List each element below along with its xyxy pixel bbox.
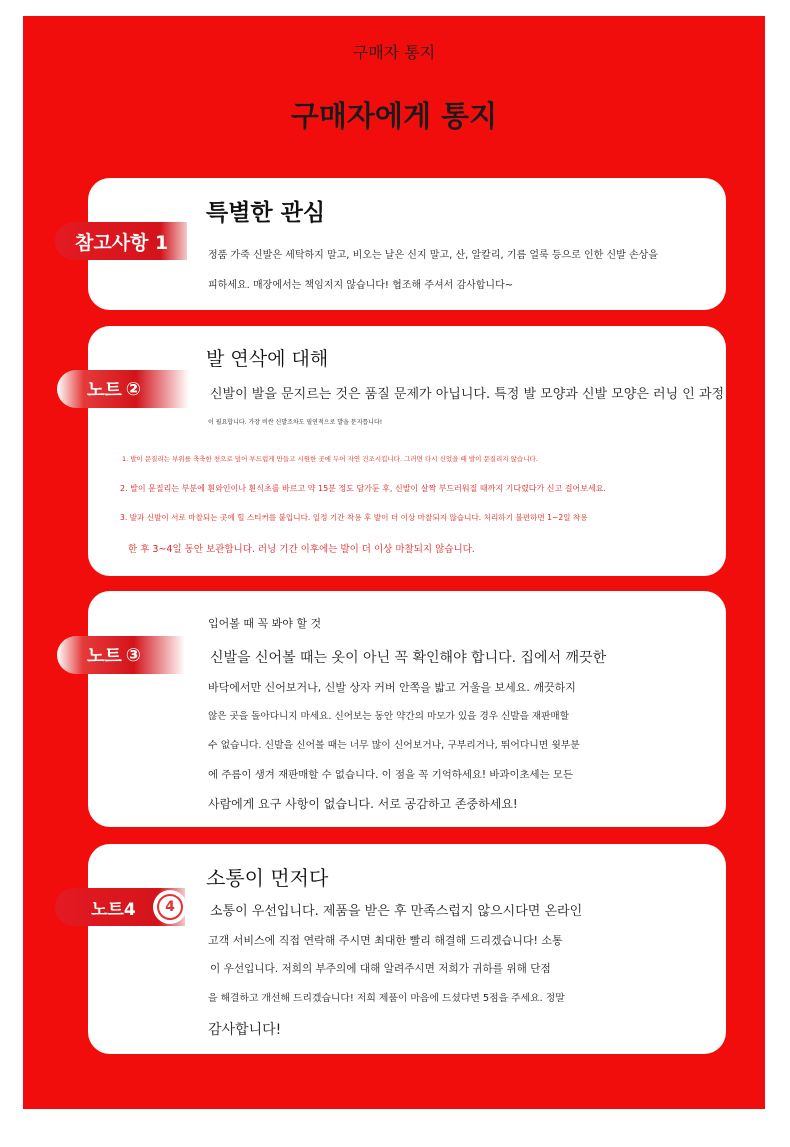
note-4-line-4: 을 해결하고 개선해 드리겠습니다! 저희 제품이 마음에 드셨다면 5점을 주세요. 정말 [208, 993, 565, 1004]
note-1-line-2: 피하세요. 매장에서는 책임지지 않습니다! 협조해 주셔서 감사합니다~ [208, 280, 514, 291]
note-3-tab-label: 노트 [87, 646, 122, 667]
note-2-tip-2: 2. 발이 문질리는 부분에 흰와인이나 흰식초를 바르고 약 15분 정도 담가둔 후, 신발이 살짝 부드러워질 때까지 기다렸다가 신고 걸어보세요. [120, 484, 606, 493]
note-3-line-4: 수 없습니다. 신발을 신어볼 때는 너무 많이 신어보거나, 구부리거나, 뛰어다니면 윗부분 [208, 740, 580, 751]
note-2-tip-4: 한 후 3~4일 동안 보관합니다. 러닝 기간 이후에는 발이 더 이상 마찰되지 않습니다. [128, 544, 475, 555]
note-1-line-1: 정품 가죽 신발은 세탁하지 말고, 비오는 날은 신지 말고, 산, 알칼리, 기름 얼룩 등으로 인한 신발 손상을 [208, 250, 658, 261]
note-card-2 [88, 326, 726, 576]
note-2-tab-label: 노트 [87, 380, 122, 401]
note-4-tab-number: 4 [157, 894, 183, 920]
note-1-tab-label: 참고사항 1 [75, 231, 169, 254]
note-1-tab [55, 222, 187, 260]
sup-title: 구매자 통지 [352, 43, 436, 62]
note-4-tab [55, 888, 185, 926]
note-2-line-2: 이 필요합니다. 가장 비싼 신발조차도 필연적으로 발을 문지릅니다! [208, 419, 383, 426]
note-2-tab-number: ② [125, 378, 142, 400]
note-2-heading: 발 연삭에 대해 [206, 348, 329, 370]
note-4-heading: 소통이 먼저다 [206, 866, 329, 890]
note-3-line-3: 않은 곳을 돌아다니지 마세요. 신어보는 동안 약간의 마모가 있을 경우 신발을 재판매할 [208, 711, 569, 722]
note-4-tab-circle [153, 890, 187, 924]
note-3-line-1: 신발을 신어볼 때는 옷이 아닌 꼭 확인해야 합니다. 집에서 깨끗한 [210, 650, 607, 666]
note-3-line-5: 에 주름이 생겨 재판매할 수 없습니다. 이 점을 꼭 기억하세요! 바과이초세는 모든 [208, 769, 573, 781]
note-4-tab-label: 노트4 [91, 899, 136, 920]
note-3-tab-number: ③ [125, 644, 142, 666]
note-2-line-1: 신발이 발을 문지르는 것은 품질 문제가 아닙니다. 특정 발 모양과 신발 모양은 러닝 인 과정 [210, 387, 725, 402]
note-4-line-2: 고객 서비스에 직접 연락해 주시면 최대한 빨리 해결해 드리겠습니다! 소통 [208, 934, 563, 947]
note-card-4 [88, 844, 726, 1054]
note-2-tip-1: 1. 발이 문질리는 부위를 축축한 천으로 덮어 부드럽게 만들고 시원한 곳에 두어 자연 건조시킵니다. 그러면 다시 신었을 때 발이 문질리지 않습니다. [122, 455, 538, 463]
note-3-tab [57, 636, 185, 674]
main-title: 구매자에게 통지 [290, 99, 498, 133]
note-2-tab [57, 370, 189, 408]
note-1-heading: 특별한 관심 [206, 200, 326, 226]
note-3-line-2: 바닥에서만 신어보거나, 신발 상자 커버 안쪽을 밟고 거울을 보세요. 깨끗하지 [208, 681, 576, 694]
note-4-line-1: 소통이 우선입니다. 제품을 받은 후 만족스럽지 않으시다면 온라인 [210, 904, 583, 919]
note-3-heading: 입어볼 때 꼭 봐야 할 것 [208, 617, 322, 630]
note-4-line-5: 감사합니다! [208, 1022, 282, 1038]
note-2-tip-3: 3. 발과 신발이 서로 마찰되는 곳에 힐 스티커를 붙입니다. 일정 기간 착용 후 발이 더 이상 마찰되지 않습니다. 처리하기 불편하면 1~2일 착용 [120, 513, 588, 522]
note-4-line-3: 이 우선입니다. 저희의 부주의에 대해 알려주시면 저희가 귀하를 위해 단점 [210, 963, 551, 975]
note-card-3 [88, 591, 726, 827]
note-3-line-6: 사람에게 요구 사항이 없습니다. 서로 공감하고 존중하세요! [208, 797, 518, 811]
notice-poster [23, 16, 765, 1109]
